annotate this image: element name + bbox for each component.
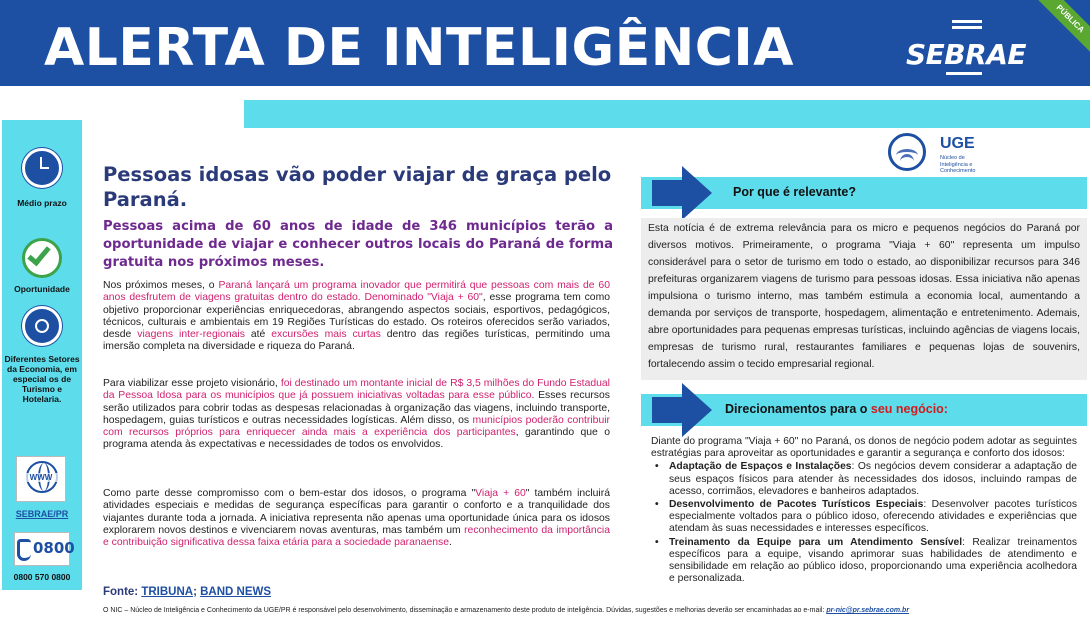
source-line: Fonte: TRIBUNA; BAND NEWS bbox=[103, 586, 272, 598]
relevance-heading: Por que é relevante? bbox=[733, 185, 856, 199]
uge-name: UGE bbox=[940, 135, 975, 152]
direction-list bbox=[641, 461, 1087, 585]
uge-subtitle: Núcleo de Inteligência e Conhecimento bbox=[940, 155, 976, 174]
sidebar-label-opportunity: Oportunidade bbox=[14, 284, 70, 294]
uge-globe-icon bbox=[888, 133, 926, 171]
header-divider bbox=[0, 86, 1090, 92]
footer-note: O NIC – Núcleo de Inteligência e Conhecimento da UGE/PR é responsável pelo desenvolvimento, disseminação e armazenamento deste produto de inteligência. Dúvidas, sugestões e melhorias deverão ser encaminhadas ao e-mail: pr-nic@pr.sebrae.com.br bbox=[103, 607, 910, 614]
phone-number: 0800 570 0800 bbox=[13, 572, 71, 582]
direction-intro: Diante do programa "Viaja + 60" no Paraná, os donos de negócio podem adotar as seguintes estratégias para aproveitar as oportunidades e garantir a segurança e conforto dos idosos: bbox=[651, 436, 1077, 460]
direction-panel bbox=[641, 436, 1087, 585]
www-globe-icon[interactable] bbox=[16, 456, 66, 502]
article-paragraph-3: Como parte desse compromisso com o bem-estar dos idosos, o programa "Viaja + 60" também incluirá atividades especiais e medidas de segurança específicas para garantir o conforto e a tranquilidade dos viajantes durante toda a jornada. A iniciativa representa não apenas uma oportunidade única para os idosos explorarem novos destinos e vivenciarem novas aventuras, mas também um reconhecimento da importância e contribuição significativa dessa faixa etária para a sociedade paranaense. bbox=[103, 488, 610, 549]
classification-ribbon: PÚBLICA bbox=[1028, 0, 1090, 61]
sidebar bbox=[2, 120, 82, 590]
www-label: WWW bbox=[17, 473, 65, 482]
logo-underline bbox=[946, 72, 982, 75]
phone-badge: 0800 bbox=[33, 539, 75, 557]
sectors-icon bbox=[22, 306, 62, 346]
footer-email-link[interactable]: pr-nic@pr.sebrae.com.br bbox=[826, 607, 910, 614]
article-paragraph-1: Nos próximos meses, o Paraná lançará um programa inovador que permitirá que pessoas com mais de 60 anos desfrutem de viagens gratuitas dentro do estado. Denominado "Viaja + 60", esse programa tem como objetivo proporcionar experiências enriquecedoras, abrangendo aspectos sociais, esportivos, pedagógicos, técnicos, culturais e ambientais em 19 Regiões Turísticas do estado. Os roteiros oferecidos serão variados, desde viagens inter-regionais até excursões mais curtas dentro das regiões turísticas, permitindo uma imersão completa na diversidade e riqueza do Paraná. bbox=[103, 280, 611, 353]
phone-icon[interactable] bbox=[14, 532, 75, 566]
list-item: • Adaptação de Espaços e Instalações: Os negócios devem considerar a adaptação de seus espaços físicos para atender às necessidades dos idosos, incluindo rampas de acesso, corrimãos, elevadores e banheiros adaptados. bbox=[651, 461, 1087, 498]
header-bar bbox=[0, 0, 1090, 92]
relevance-text: Esta notícia é de extrema relevância para os micro e pequenos negócios do Paraná por diversos motivos. Primeiramente, o programa "Viaja + 60" representa um impulso considerável para o setor de turismo em todo o estado, ao disponibilizar recursos para 346 prefeituras organizarem viagens de turismo para pessoas idosas. Essa iniciativa não apenas impulsiona o turismo interno, mas também estimula a economia local, aumentando a demanda por serviços de transporte, hospedagem, alimentação e entretenimento. Ademais, abre oportunidades para pequenas empresas turísticas, incluindo agências de viagens locais, empresas de turismo rural, restaurantes familiares e pequenas lojas de souvenirs, fortalecendo assim o tecido empresarial regional. bbox=[648, 223, 1080, 370]
check-icon bbox=[22, 238, 62, 278]
article-paragraph-2: Para viabilizar esse projeto visionário, foi destinado um montante inicial de R$ 3,5 milhões do Fundo Estadual da Pessoa Idosa para os municípios que já possuem iniciativas voltadas para esse público. Esses recursos serão utilizados para cobrir todas as despesas relacionadas à organização das viagens, incluindo transporte, hospedagem, guias turísticos e outras necessidades logísticas. Além disso, os municípios poderão contribuir com recursos próprios para enriquecer ainda mais a experiência dos participantes, garantindo que o programa atenda às expectativas e necessidades de todos os envolvidos. bbox=[103, 378, 610, 451]
source-link-tribuna[interactable]: TRIBUNA bbox=[141, 586, 194, 598]
sidebar-label-timeframe: Médio prazo bbox=[17, 198, 67, 208]
sebrae-logo bbox=[906, 20, 1026, 76]
direction-heading: Direcionamentos para o seu negócio: bbox=[725, 402, 948, 416]
article-subtitle: Pessoas acima de 60 anos de idade de 346 municípios terão a oportunidade de viajar e conhecer outros locais do Paraná de forma gratuita nos próximos meses. bbox=[103, 219, 613, 270]
logo-lines-icon bbox=[952, 20, 982, 36]
cyan-band bbox=[244, 100, 1090, 128]
page-title: ALERTA DE INTELIGÊNCIA bbox=[44, 18, 794, 78]
direction-arrow-icon bbox=[652, 383, 714, 437]
list-item: • Desenvolvimento de Pacotes Turísticos Especiais: Desenvolver pacotes turísticos especialmente voltados para o público idoso, oferecendo atividades e experiências que atendam às suas necessidades e interesses específicos. bbox=[651, 499, 1087, 536]
article-title: Pessoas idosas vão poder viajar de graça pelo Paraná. bbox=[103, 163, 612, 211]
source-link-band-news[interactable]: BAND NEWS bbox=[200, 586, 272, 598]
logo-text: SEBRAE bbox=[906, 38, 1026, 71]
list-item: • Treinamento da Equipe para um Atendimento Sensível: Realizar treinamentos específicos para a equipe, visando aprimorar suas habilidades de atendimento e sensibilidade em relação ao público idoso, proporcionando uma experiência acolhedora e personalizada. bbox=[651, 537, 1087, 586]
clock-icon bbox=[22, 148, 62, 188]
uge-logo bbox=[888, 131, 998, 173]
sebrae-pr-link[interactable]: SEBRAE/PR bbox=[15, 509, 69, 519]
relevance-arrow-icon bbox=[652, 166, 714, 220]
relevance-panel bbox=[641, 218, 1087, 380]
sidebar-label-sectors: Diferentes Setores da Economia, em especial os de Turismo e Hotelaria. bbox=[4, 354, 80, 404]
